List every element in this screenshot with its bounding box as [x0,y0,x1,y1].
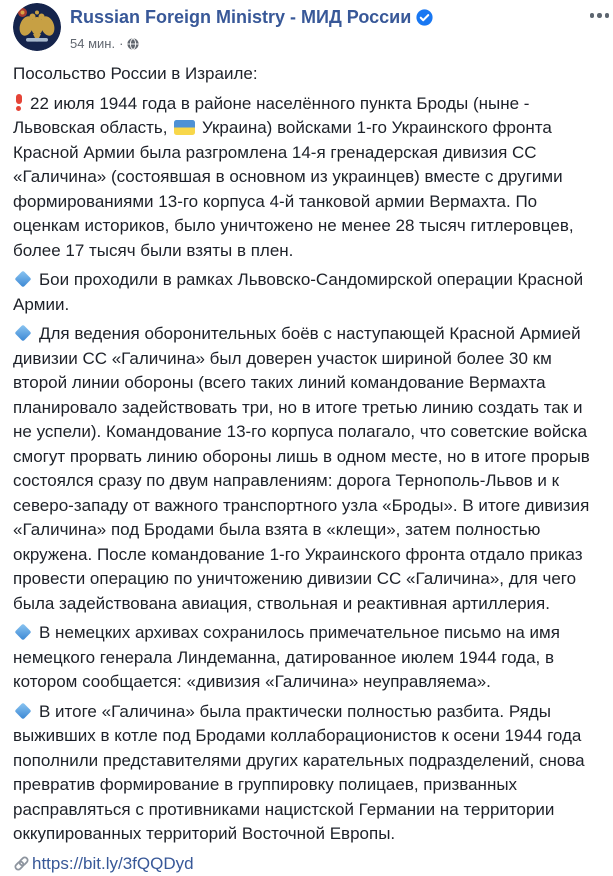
dot [605,13,610,18]
page-avatar[interactable] [13,3,61,51]
blue-diamond-icon [15,702,32,719]
post-paragraph: Посольство России в Израиле: [13,62,598,87]
link-icon [13,855,30,872]
post-paragraph: В итоге «Галичина» была практически полностью разбита. Ряды выживших в котле под Бродами коллаборационистов к осени 1944 года пополнили представителями других карательных подразделений, снова превратив формирование в группировку полицаев, призванных расправляться с противниками нацистской Германии на территории оккупированных территорий Восточной Европы. [13,700,598,847]
meta-separator: · [119,36,123,51]
post-link[interactable]: https://bit.ly/3fQQDyd [32,854,194,873]
post-paragraph [13,852,598,876]
page-name-link[interactable]: Russian Foreign Ministry - МИД России [70,7,411,27]
post-paragraph: В немецких архивах сохранилось примечательное письмо на имя немецкого генерала Линдеманна, датированное июлем 1944 года, в котором сообщается: «дивизия «Галичина» неуправляема». [13,621,598,695]
post-body [0,56,613,876]
dot [590,13,595,18]
post-paragraph: Для ведения оборонительных боёв с наступающей Красной Армией дивизии СС «Галичина» был доверен участок шириной более 30 км второй линии обороны (всего таких линий командование Вермахта планировало задействовать три, но в итоге третью линию создать так и не успели). Командование 13-го корпуса полагало, что советские войска смогут прорвать линию обороны лишь в одном месте, но в итоге прорыв состоялся сразу по двум направлениям: дорога Тернополь-Львов и к северо-западу от важного транспортного узла «Броды». В итоге дивизия «Галичина» под Бродами была взята в «клещи», затем полностью окружена. После командование 1-го Украинского фронта отдало приказ провести операцию по уничтожению дивизии СС «Галичина», для чего была задействована авиация, ствольная и реактивная артиллерия. [13,322,598,616]
mfa-russia-emblem-icon [13,3,61,51]
globe-icon [127,38,139,50]
post-options-button[interactable] [588,9,612,22]
post-paragraph: Бои проходили в рамках Львовско-Сандомирской операции Красной Армии. [13,268,598,317]
blue-diamond-icon [15,624,32,641]
post-paragraph: 22 июля 1944 года в районе населённого пункта Броды (ныне - Львовская область, Украина) войсками 1-го Украинского фронта Красной Армии была разгромлена 14-я гренадерская дивизия СС «Галичина» (состоявшая в основном из украинцев) вместе с другими формированиями 13-го корпуса 4-й танковой армии Вермахта. По оценкам историков, было уничтожено не менее 28 тысяч гитлеровцев, более 17 тысяч были взяты в плен. [13,92,598,264]
blue-diamond-icon [15,325,32,342]
ukraine-flag-icon [174,120,195,135]
red-exclamation-icon [15,94,23,111]
post-timestamp[interactable]: 54 мин. [70,36,115,51]
dot [597,13,602,18]
post-meta [70,36,613,51]
blue-diamond-icon [15,271,32,288]
verified-badge-icon [416,9,433,32]
post-header [0,0,613,56]
